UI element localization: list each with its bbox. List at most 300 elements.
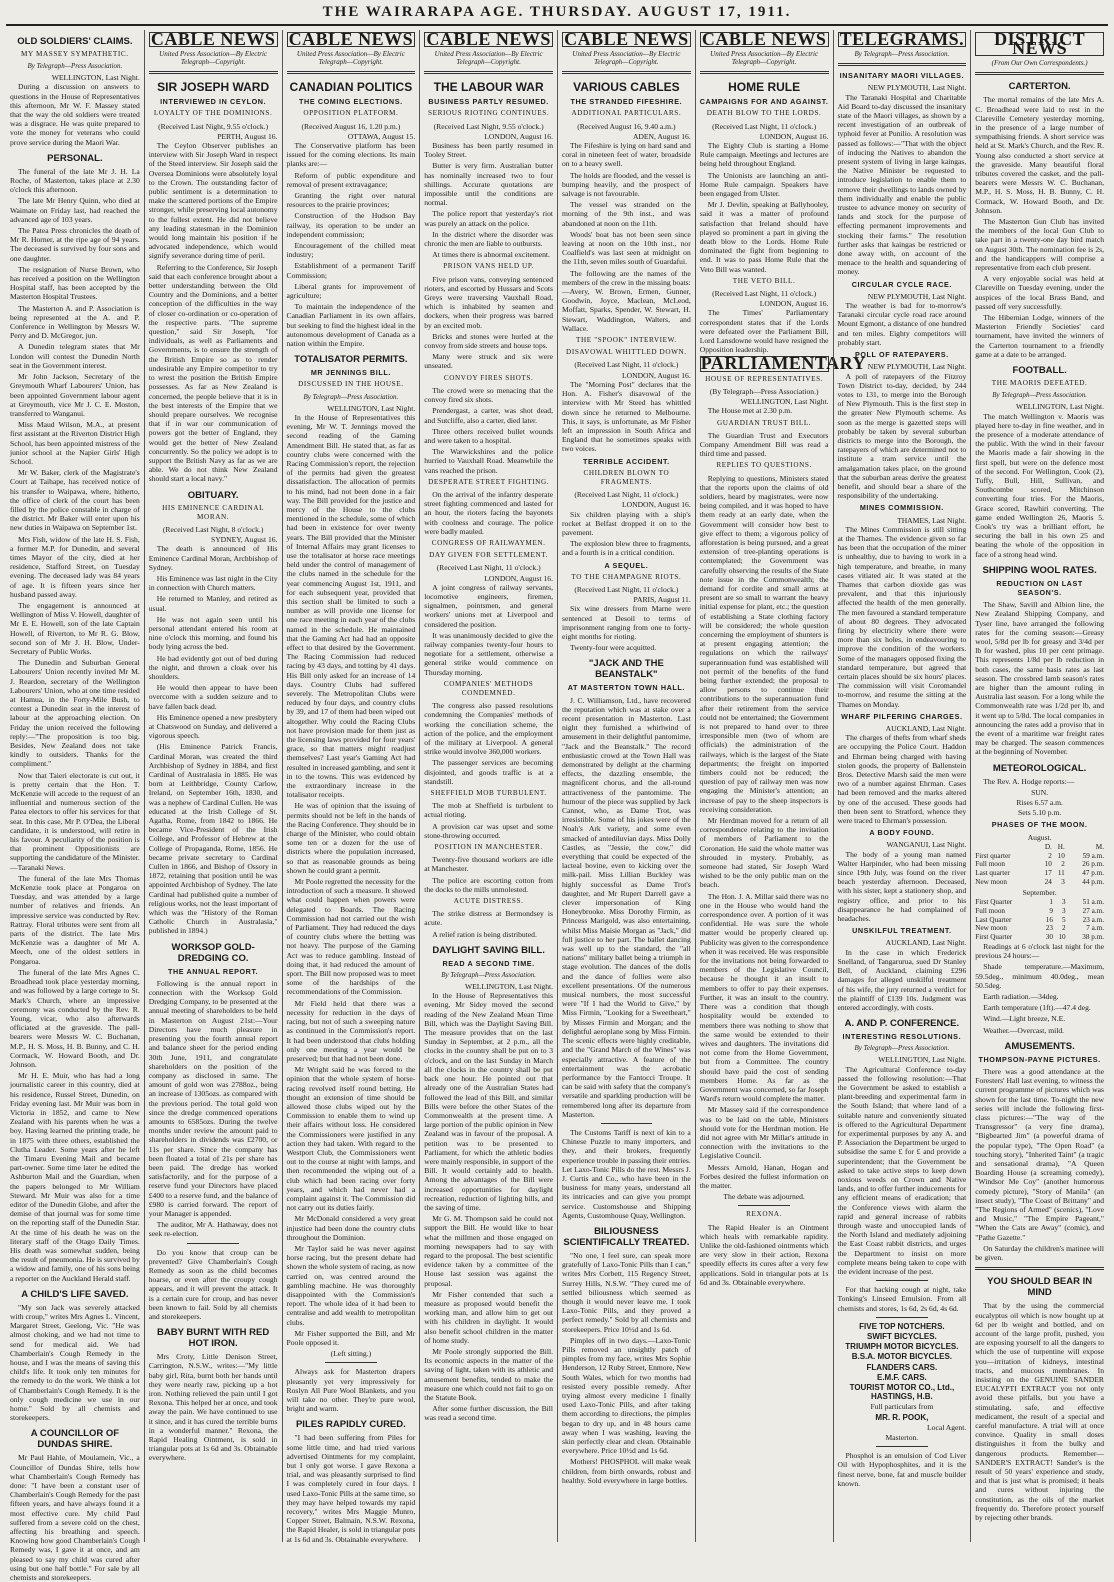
article-text: Mr Herdman moved for a return of all correspondence relating to the invitation of members of Parliament to the Coronation. He said the whole matter was shrouded in mystery. Probably, as someone had stated, Sir Joseph Ward wished to be the only public man on the beach. [699, 816, 829, 890]
article-text: Business has been partly resumed in Tooley Street. [424, 141, 553, 160]
article-text: In the House of Representatives this evening, Mr Sidey moved the second reading of the New Zealand Mean Time Bill, which was the Daylight Saving Bill. The measure provides that on the last Sunday in September, at 2 p.m., all the clocks in the country shall be put on to 3 o'clock, and on the last Sunday in March all the clocks in the country shall be put back one hour. He pointed out that already one of the Australian States had followed the lead of this Bill, and similar Bills were before the other States of the Commonwealth at the present time. A large portion of the public opinion in New Zealand was in favour of the proposal. A petition was to be presented to Parliament, for which the athletic bodies were mainly responsible, in support of the Bill. It would certainly add to health. Among the advantages of the Bill were increased opportunities for daylight recreation, reduction of lighting bills, and the saving of time. [424, 991, 553, 1212]
subhead: CAMPAIGNS FOR AND AGAINST. [699, 97, 829, 107]
subhead: THE VETO BILL. [732, 276, 796, 285]
subhead: HIS EMINENCE CARDINAL MORAN. [162, 503, 265, 521]
subhead: COMPANIES' METHODS CONDEMNED. [443, 679, 534, 697]
dateline: WANGANUI, Last Night. [886, 840, 967, 850]
column-4 [419, 30, 557, 1542]
article-text: At times there is abnormal excitement. [432, 250, 550, 260]
article-text: The following are the names of the members of the crew in the missing boats:—Avery, W. Brown, Ermen, Gunner, Goodwin, Joyce, Maclean, McLeod, Moffatt, Sparks, Spender, W. Stewart, H. Stewart, Waddington, Walters, and Wallace. [562, 268, 691, 333]
subhead: GUARDIAN TRUST BILL. [717, 418, 812, 427]
subhead: DISCUSSED IN THE HOUSE. [298, 380, 404, 389]
headline-totalisator: TOTALISATOR PERMITS. [294, 354, 408, 366]
divider [187, 1243, 239, 1244]
received-time: (Received August 16, 9.40 a.m.) [577, 121, 676, 131]
article-text: Weather.—Overcast, mild. [983, 1025, 1065, 1035]
subhead: CIRCULAR CYCLE RACE. [851, 279, 952, 289]
article-text: Granting the right over natural resources to the prairie provinces; [286, 191, 416, 210]
article-text: Mr G. M. Thompson said he could not support the Bill. He would like to hear what the millmen and those engaged on morning newspapers had to say with regard to the proposal. The best scientific evidence taken by a committee of the House last session was against the proposal. [424, 1214, 553, 1288]
article-text: The body of a young man named Walter Harpinder, who had been missing since 19th July, was found on the river beach yesterday afternoon. Deceased, with his sister, kept a stationery shop, and registry office, and prior to his disappearance he had complained of headaches. [837, 849, 967, 924]
headline-amusements: AMUSEMENTS. [1004, 1040, 1075, 1052]
article-text: To maintain the independence of the Canadian Parliament in its own affairs, but seeking to find the highest ideal in the autonomous development of Canada as a nation within the Empire. [286, 302, 416, 349]
article-text: Encouragement of the chilled meat industry; [286, 241, 416, 260]
credit: By Telegraph—Press Association. [303, 392, 399, 401]
received-time: (Received August 16, 1.20 p.m.) [301, 121, 401, 131]
column-7 [833, 30, 971, 1542]
article-text: A relief ration is being distributed. [432, 929, 537, 939]
article-text: Butter is very firm. Australian butter has nominally increased two to four shillings. Accurate quotations are impossible until the conditions are normal. [424, 161, 553, 208]
headline-worksop: WORKSOP GOLD-DREDGING CO. [171, 941, 255, 964]
subhead: THE COMING ELECTIONS. [299, 97, 403, 107]
article-text: His Eminence opened a new presbytery at Chatswood on Sunday, and delivered a vigorous speech. [148, 712, 278, 741]
section-banner: CABLE NEWS [149, 32, 278, 47]
dateline: LONDON, August 16. [484, 573, 553, 583]
article-text: Six wine dressers from Marne were sentenced at Desoil to terms of imprisonment ranging from one to forty-eight months for rioting. [562, 604, 691, 641]
headline-jack-beanstalk: "JACK AND THE BEANSTALK" [588, 658, 664, 681]
moon-phases-september [975, 898, 1104, 942]
received-time: (Received Last Night, 11 o'clock.) [574, 490, 679, 500]
dateline: WELLINGTON, Last Night. [740, 397, 829, 407]
article-text: The crowd were so menacing that the convoy fired six shots. [424, 385, 553, 405]
advert-text: "My son Jack was severely attacked with croup," writes Mrs Agnes L. Vincent, Margaret Street, Geelong, Vic. "He was almost choking, and we had not time to send for medical aid. We had Chamberlain's Cough Remedy in the house, and I was the means of saving this child's life. It took only ten minutes for the remedy to do the work. We think a lot of Chamberlain's Cough Remedy. It is the only cough medicine we use in our home." Sold by all chemists and storekeepers. [10, 1302, 140, 1423]
article-text: Mr Field held that there was a necessity for reduction in the days of racing, but not of such a sweeping nature as continued in the Commission's report. It had been understood that clubs holding only one meeting a year would be preserved; but that had not been done. [286, 998, 416, 1063]
table-row: New moon 23 2 7 a.m. [975, 924, 1104, 933]
dateline: WELLINGTON, Last Night. [1015, 402, 1104, 412]
article-text: His Eminence was last night in the City in connection with Church matters. [148, 573, 278, 593]
headline-shipping-wool: SHIPPING WOOL RATES. [982, 564, 1097, 576]
article-text: The Masterton Gun Club has invited the members of the local Gun Club to take part in a twenty-one day bird match on August 30th. The nomination fee is 2s, and the handicappers will comprise a representative from each club present. [975, 217, 1104, 273]
debate-adjourned: The debate was adjourned. [723, 1192, 805, 1202]
article-text: In the case in which Frederick Snelland, of Tangarurua, sued Dr Stanley Bell, of Auckland, claiming £296 damages for alleged unskilful treatment of his wife, the jury returned a verdict for the plaintiff of £139 10s. Judgment was entered accordingly, with costs. [837, 947, 967, 1012]
article-text: The holds are flooded, and the vessel is bumping heavily, and the prospect of salvage is not favourable. [562, 170, 691, 199]
received-time: (Received Last Night, 9.55 o'clock.) [433, 121, 544, 131]
article-text: The Dunedin and Suburban General Labourers' Union recently invited Mr M. J. Reardon, secretary of the Wellington Labourers' Union, who at one time resided at Hamua, in the Forty-Mile Bush, to contest a Dunedin seat in the interest of labour at the approaching election. On Friday the union received the following reply:—"The proposition is too big. Besides, New Zealand does not take kindly to outsiders. Thanks for the compliment." [10, 658, 140, 769]
subhead: A BODY FOUND. [869, 828, 935, 838]
article-text: The Unionists are launching an anti-Home Rule campaign. Speakers have been engaged from Ulster. [699, 170, 829, 199]
article-text: The police report that yesterday's riot was purely an attack on the police. [424, 209, 553, 228]
article-text: On Saturday the children's matinee will be given. [975, 1243, 1104, 1263]
column-6 [695, 29, 866, 1542]
subhead: THE ANNUAL REPORT. [167, 966, 259, 976]
credit: By Telegraph—Press Association. [854, 1044, 950, 1053]
dateline: WELLINGTON, Last Night. [878, 1055, 967, 1065]
dateline: LONDON, August 16. [759, 299, 829, 309]
subhead: MY MASSEY SYMPATHETIC. [21, 50, 129, 58]
article-text: The Guardian Trust and Executors Company Amendment Bill was read a third time and passed. [699, 430, 829, 459]
advert-text: For that hacking cough at night, take Tonking's Linseed Emulsion. From all chemists and stores, 1s 6d, 2s 6d, 4s 6d. [837, 1285, 967, 1313]
article-text: The "Morning Post" declares that the Hon. A. Fisher's disavowal of the interview with Mr Steed has whittled down since he returned to Melbourne. This, it says, is unfortunate, as Mr Fisher left an impression in South Africa and England that he sometimes speaks with two voices. [562, 379, 691, 454]
article-text: Miss Maud Wilson, M.A., at present first assistant at the Riverton District High School, has been appointed mistress of the junior school at the Napier Girls' High School. [10, 420, 140, 466]
section-banner: CABLE NEWS [424, 32, 553, 47]
table-row: First Quarter 1 3 51 a.m. [975, 898, 1104, 907]
article-text: Shade temperature.—Maximum, 59.5deg., minimum 40.0deg., mean 50.5deg. [975, 962, 1104, 990]
article-text: The Conservative platform has been issued for the coming elections. Its main planks are:— [286, 141, 416, 169]
headline-obituary: OBITUARY. [187, 489, 239, 501]
article-text: A poll of ratepayers of the Fitzroy Town District to-day, decided, by 244 votes to 131, to merge into the Borough of New Plymouth. This is the first step in the greater New Plymouth scheme. As soon as the merge is gazetted steps will probably be taken by several suburban districts to merge into the Borough, the ratepayers of which are determined not to institute a tram service until the amalgamation takes place, on the ground that the suburban areas derive the greatest benefit, and should bear a share of the responsibility of the undertaking. [837, 371, 967, 501]
sun-rises: Rises 6.57 a.m. [1016, 798, 1063, 808]
columns [6, 29, 1108, 1582]
divider [738, 1205, 790, 1206]
headline-biliousness: BILIOUSNESS SCIENTIFICALLY TREATED. [563, 1225, 690, 1248]
article-text: The Fifeshire is lying on hard sand and coral in nineteen feet of water, broadside on to a heavy swell. [562, 141, 691, 169]
column-8 [970, 30, 1108, 1542]
article-text: Mr McDonald considered a very great injustice had been done the country clubs throughout the Dominion. [286, 1214, 416, 1242]
advert-line: FLANDERS CARS. [866, 1362, 938, 1372]
article-text: During a discussion on answers to questions in the House of Representatives this afternoon, Mr W. F. Massey stated that the way the old soldiers were treated was a disgrace. He was quite prepared to vote the money for veterans who could prove service during the Maori War. [10, 82, 140, 147]
subhead: PRISON VANS HELD UP. [443, 262, 535, 271]
received-time: (Received Last Night, 11 o'clock.) [574, 584, 679, 594]
divider [838, 63, 967, 66]
article-text: Three others received bullet wounds and were taken to a hospital. [424, 426, 553, 445]
advert-text: Phosphol is an emulsion of Cod Liver Oil with Hypophosphites, and it is the finest nerve, bone, fat and muscle builder known. [837, 1451, 967, 1488]
headline-councillor: A COUNCILLOR OF DUNDAS SHIRE. [30, 1428, 120, 1451]
article-text: Liberal grants for improvement of agriculture; [286, 281, 416, 301]
subhead: THOMPSON-PAYNE PICTURES. [978, 1054, 1101, 1064]
article-text: Mr John Jackson, Secretary of the Greymouth Wharf Labourers' Union, has been appointed Government labour agent at Greymouth, vice Mr J. C. E. Moston, transferred to Wanganui. [10, 372, 140, 418]
article-text: The resignation of Nurse Brown, who has received a position on the Wellington Hospital staff, has been accepted by the Masterton Hospital Trustees. [10, 264, 140, 302]
article-text: On the arrival of the infantry desperate street fighting commenced and lasted for an hour, the rioters facing the bayonets with coolness and courage. The police were badly mauled. [424, 489, 553, 536]
article-text: He returned to Manley, and retired as usual. [148, 594, 278, 613]
credit: United Press Association—By Electric Telegraph—Copyright. [572, 50, 681, 67]
advert-text: Do you know that croup can be prevented? Give Chamberlain's Cough Remedy as soon as the child becomes hoarse, or even after the croupy cough appears, and it will prevent the attack. It is a certain cure for croup, and has never been known to fail. Sold by all chemists and storekeepers. [148, 1247, 278, 1321]
table-header-row [975, 843, 1104, 852]
table-row: Full moon 9 3 27 a.m. [975, 906, 1104, 915]
article-text: The Rev. A. Hodge reports:— [983, 776, 1075, 786]
subhead: THE "SPOOK" INTERVIEW. [576, 336, 677, 345]
article-text: The Taranaki Hospital and Charitable Aid Board to-day discussed the insanitary state of the Maori villages, as shown by a recent investigation of an outbreak of typhoid fever at Punilio. A resolution was passed as follows:—"That with the object of inducing the Natives to abandon the present system of living in large kaingas, the Native Minister be requested to introduce legislation to enable them to remove their dwellings to lands owned by them individually and enable the public trustee to advance money on security of lands and stock for the purpose of effecting permanent improvements and stocking their farms." The resolution further asks that kaingas be restricted or done away with, on account of the menace to the health and squandering of money. [837, 92, 967, 277]
article-text: Mr H. E. Muir, who has had a long journalistic career in this country, died at his residence, Russel Street, Dunedin, on Friday evening last. Mr Muir was born in Victoria in 1852, and came to New Zealand with his parents when he was a boy. Having learned the printing trade, he in 1875 with three others, established the Clutha Leader. Some years after he left the Timaru Evening Mail and became part-owner. Some time later he edited the Ashburton Mail and the Guardian, when the papers belonged to Mr William Steward. Mr Muir was also for a time editor of the Dunedin Globe, and after the demise of that journal was for some time on the reporting staff of the Dunedin Star. At the time of his death he was on the literary staff of the Otago Daily Times. His death was somewhat sudden, being the result of pneumonia. He is survived by a widow and family, one of his sons being a reporter on the Auckland Herald staff. [10, 1071, 140, 1283]
subhead: BUSINESS PARTLY RESUMED. [428, 97, 549, 107]
masthead: THE WAIRARAPA AGE. THURSDAY. AUGUST 17, 1911. [322, 4, 792, 20]
article-text: The Shaw, Savill and Albion line, the New Zealand Shipping Company, and Tyser line, have arranged the following rates for the coming season:—Greasy wool, 5/8d per lb for greasy and 3/4d per lb for washed, plus 10 per cent primage. This represents 1/8d per lb reduction in both cases, the same basis rates as last season. The crossbred lamb season's rates are higher than the amount ruling in Australia last season. For a long while the Commonwealth rate was 1/2d per lb, and it went up to 5/8d. The local companies in announcing the rates add a proviso that in the event of a maritime war freight rates may be charged. The season commences at the beginning of November. [975, 600, 1104, 757]
article-text: He was of opinion that the issuing of permits should not be left in the hands of the Racing Conference. They should be in charge of the Minister, who could obtain some ten or a dozen for the use of districts where the population increased, so that as reasonable grounds as being shown he could grant a permit. [286, 801, 416, 875]
headline-daylight-saving: DAYLIGHT SAVING BILL. [432, 944, 545, 956]
article-text: Bricks and stones were hurled at the convoy from side streets and house tops. [424, 331, 553, 351]
dateline: LONDON, August 16. [759, 131, 829, 141]
headline-meteorological: METEOROLOGICAL. [992, 762, 1087, 774]
advert-heading: FIVE TOP NOTCHERS. [859, 1321, 945, 1331]
column-1 [6, 30, 144, 1582]
subhead: AT MASTERTON TOWN HALL. [567, 683, 685, 693]
dateline: PERTH, August 16. [217, 131, 278, 141]
article-text: A Dunedin telegram states that Mr London will contest the Dunedin North seat in the Government interest. [10, 342, 140, 370]
advert-line: Full particulars from [870, 1402, 934, 1412]
dateline: ADEN, August 16. [632, 131, 691, 141]
article-text: Replying to questions, Ministers stated that the reports upon the claims of old soldiers, heard by magistrates, were now being compiled, and it was hoped to have them ready at an early date, when the Government will consider how best to give effect to them; a vigorous policy of afforestation is being pursued, and a great extension of tree-planting operations is contemplated; the Government was carefully observing the results of the State note issue in the Commonwealth; the demand for cordite and small arms at present are so small to warrant the heavy initial expense for plant, etc.; the question of establishing a State clothing factory will be considered; the whole question concerning the employment of shunters is at present engaging attention; the regulations on which the railways' superannuation fund was established will not permit of the benefits of the fund being further extended; the proposal to allow persons to continue their contributions to the superannuation fund after their retirement from the service could not be entertained; the Government is not prepared to hand over to three irresponsible men (two of whom are officials) the administration of the railways, which is the largest of the State departments; the freight on imported timbers could not be reduced; the question of pay of railway men was now engaging the Minister's attention; an increase of pay to the sheep inspectors is receiving consideration. [699, 473, 829, 814]
article-text: Many were struck and six were unseated. [424, 352, 553, 371]
advert-line: SWIFT BICYCLES. [866, 1332, 937, 1341]
divider [601, 1123, 653, 1124]
divider [975, 1267, 1104, 1270]
credit: United Press Association—By Electric Telegraph—Copyright. [434, 50, 543, 67]
advert-text: The Rapid Healer is an Ointment which heals with remarkable rapidity. Unlike the old-fashioned ointments which are very slow in their action, Rexona speedily effects its cures after a very few applications. Sold in triangular pots at 1s 6d and 3s. Obtainable everywhere. [699, 1222, 829, 1287]
subhead: READ A SECOND TIME. [442, 958, 535, 968]
moon-month: September. [1022, 887, 1057, 897]
article-text: Mrs Fish, widow of the late H. S. Fish, a former M.P. for Dunedin, and several times Mayor of the city, died at her residence, Stafford Street, on Tuesday evening. The deceased lady was 84 years of age. It is fifteen years since her husband passed away. [10, 534, 140, 599]
article-text: The Hon. J. A. Millar said there was no one in the House who would hand the correspondence over. A portion of it was confidential. He was sure the whole matter would be properly cleared up. Publicity was given to the correspondence when it was received. He was responsible for the invitations not being forwarded to members of the Legislative Council, because he thought it an insult to members to offer to pay their expenses. Further, it was an insult to the country. There was a condition that though hospitality would be extended to members there was nothing to show that the same would be extended to their wives and daughters. The invitations did not come from the Home Government, but from a Committee. The country should have paid the cost of sending members Home. As far as the Government was concerned, so far Joseph Ward's return would complete the matter. [699, 891, 829, 1104]
credit: United Press Association—By Electric Telegraph—Copyright. [159, 50, 268, 67]
subhead: REPLIES TO QUESTIONS. [716, 461, 812, 470]
article-text: The funeral of the late Mr J. H. La Roche, of Masterton, takes place at 2.30 o'clock this afternoon. [10, 166, 140, 195]
divider [876, 1317, 928, 1318]
table-row: Last quarter 17 11 47 p.m. [975, 869, 1104, 878]
article-text: Readings at 6 o'clock last night for the previous 24 hours:— [975, 942, 1104, 961]
article-text: The congress also passed resolutions condemning the Companies' methods of working the conciliation scheme, the action of the police, and the employment of the military at Liverpool. A general strike would involve 360,000 workers. [424, 701, 553, 757]
received-time: (Received Last Night, 8 o'clock.) [162, 524, 264, 534]
article-text: The Ceylon Observer publishes an interview with Sir Joseph Ward in respect of the Steed interview. Sir Joseph said the Oversea Dominions were absolutely loyal to the Crown. The outstanding factor of public sentiment is a determination to make the scattered portions of the Empire stronger, while preserving local autonomy to the fullest extent. He did not believe any leading statesman in the Dominion would long maintain his position if he advocated independence, which would signify severance during time of peril. [148, 141, 278, 261]
dateline: SYDNEY, August 16. [210, 535, 278, 545]
column-header: D. [1044, 842, 1052, 851]
article-text: The match Wellington v. Maoris was played here to-day in fine weather, and in the presence of a moderate attendance of the public. With the wind in their favour the Maoris made a fair showing in the first spell, but were on the defence most of the second. For Wellington, Cook (2), Tuffy, Bull, Hill, Sullivan, and Southcombe scored, Mitchinson converting four tries. For the Maoris, Grace scored, Rawhiri converting. The game ended Wellington 26, Maoris 5. Cook's try was a brilliant effort, he securing the ball in his own 25 and beating the whole of the opposition in face of a strong head wind. [975, 411, 1104, 559]
article-text: There was a good attendance at the Foresters' Hall last evening, to witness the current programme of pictures which was shown for the last time. To-night the new series will include the following first-class pictures:—"The way of the Transgressor" (a very fine drama), "Bigbearted Jim" (a powerful drama of the popular type), "The Open Road" (a touching story), "Inherited Taint" (a tragic and sensational drama), "A Queen Boarding House (a screaming comedy), "Windsor Me Coy" (another humorous comedy picture), "Story of Manila" (an insect study), "The Coast of Brittany" and "The Regions of Armed" (scenics), "Love and Music," "The Empire Pageant," "When the Cats are Away" (comic), and "Pathe Gazette." [975, 1067, 1104, 1242]
article-text: The Eighty Club is starting a Home Rule campaign. Meetings and lectures are being held throughout England. [699, 141, 829, 169]
subhead: DEATH BLOW TO THE LORDS. [706, 109, 822, 118]
subhead: SHEFFIELD MOB TURBULENT. [430, 789, 547, 798]
article-text: Reform of public expenditure and removal of present extravagance; [286, 170, 416, 189]
article-text: The late Mr Henry Quinn, who died at Waimate on Friday last, had reached the advanced age of 103 years. [10, 196, 140, 224]
advert-line: B.S.A. MOTOR BICYCLES. [851, 1352, 953, 1362]
article-text: Twenty-five thousand workers are idle at Manchester. [424, 855, 553, 874]
divider [876, 1280, 928, 1281]
article-text: Twenty-four were acquitted. [570, 643, 657, 653]
subhead: WHARF PILFERING CHARGES. [841, 711, 963, 721]
advert-text: Pimples off in two days.—Laxo-Tonic Pills removed an unsightly patch of pimples from my face, writes Mrs Sophie Henderson, 12 Ruby Street, Enmore, New South Wales, which for two months had resisted every possible remedy. After trying almost every medicine I finally used Laxo-Tonic Pills, and after taking them according to directions, the pimples began to dry up, and in 48 hours came away when I was washing, leaving the skin perfectly clear and clean. Obtainable everywhere. Price 10½d and 1s 6d. [562, 1335, 691, 1456]
divider [325, 1362, 377, 1363]
article-text: The Masterton A. and P. Association is being represented at the A. and P. Conference in Wellington by Messrs W. Perry and D. McGregor, jun. [10, 303, 140, 341]
sun-sets: Sets 5.10 p.m. [1018, 808, 1062, 818]
subhead: TO THE CHAMPAGNE RIOTS. [571, 572, 682, 581]
subhead: DAY GIVEN FOR SETTLEMENT. [429, 551, 549, 560]
subhead: THE STRANDED FIFESHIRE. [570, 97, 683, 107]
article-text: Mr Fisher contended that such a measure as proposed would benefit the working man, and allow him to get out with his children in daylight. It would also benefit school children in the matter of home study. [424, 1289, 553, 1345]
dateline: THAMES, Last Night. [897, 515, 967, 525]
article-text: Mr Poole regretted the necessity for the introduction of such a measure. It showed what could happen when powers were delegated to Boards. The Racing Commission had not carried out the wish of Parliament. They had reduced the days of country clubs where the betting was not heavy. The purpose of the Gaming Act was to reduce gambling. Instead of doing that, it had reduced the amount of sport. The Bill now proposed was to meet some of the hardships of the recommendations of the Commission. [286, 877, 416, 997]
headline-personal: PERSONAL. [47, 152, 103, 164]
advert-text: That by the using the commercial eucalyptus oil which is now bought up at 6d per lb weight and bottled, and on account of the large profit, pushed, you are exposing yourself to all the dangers to which the use of turpentine will expose you—irritation of kidneys, intestinal tracts, and mucous membranes. In insisting on the GENUINE SANDER EUCALYPTI EXTRACT you not only avoid these pitfalls, but you have a stimulating, safe, and effective medicament, the result of a special and careful manufacture. A trial will at once convince. Quality in small doses distinguishes it from the bulky and dangerous products. Remember—SANDER'S EXTRACT! Sander's is the result of 50 years' experience and study, and that is just what is promised; it heals and cures without injuring the constitution, as the oils of the market frequently do. Therefore protect yourself by rejecting other brands. [975, 1301, 1104, 1522]
table-row: First Quarter 30 10 38 p.m. [975, 933, 1104, 942]
article-text: Woods' boat has not been seen since leaving at noon on the 10th inst., nor Coalfield's was last seen at midnight on the 11th, seven miles south of Guardafui. [562, 229, 691, 267]
article-text: The vessel was stranded on the morning of the 9th inst., and was abandoned at noon on the 11th. [562, 200, 691, 228]
article-text: The mob at Sheffield is turbulent to actual rioting. [424, 801, 553, 820]
headline-various-cables: VARIOUS CABLES [573, 80, 680, 95]
received-time: (Received Last Night, 11 o'clock.) [574, 360, 679, 370]
advert-line: Local Agent. [927, 1422, 967, 1432]
credit: By Telegraph—Press Association. [854, 50, 950, 59]
divider [424, 71, 553, 74]
subhead: REDUCTION ON LAST SEASON'S. [996, 578, 1083, 597]
subhead: INSANITARY MAORI VILLAGES. [839, 71, 965, 81]
subhead: POLL OF RATEPAYERS. [854, 350, 949, 360]
article-text: Mr W. Baker, clerk of the Magistrate's Court at Taihape, has received notice of his transfer to Waipawa, where, hitherto, the office of clerk of the court has been filled by the police constable in charge of the district. Mr Baker will enter upon his new duties in Waipawa on September 1st. [10, 468, 140, 533]
subhead: SERIOUS RIOTING CONTINUES. [428, 109, 550, 118]
headline-home-rule: HOME RULE [728, 80, 801, 95]
headline-bear-in-mind: YOU SHOULD BEAR IN MIND [987, 1276, 1093, 1299]
article-text: Six children playing with a ship's rocket at Belfast dropped it on to the pavement. [562, 509, 691, 537]
received-time: (Received Last Night, 11 o'clock.) [712, 289, 817, 299]
headline-ap-conference: A. AND P. CONFERENCE. [844, 1018, 960, 1030]
divider [149, 71, 278, 74]
section-banner: CABLE NEWS [562, 32, 691, 47]
article-text: The strike distress at Bermondsey is acute. [424, 909, 553, 928]
advert-text: Always ask for Masterton drapers pleasantly yet very impressively for Roslyn All Pure Wool Blankets, and you will take no other. They're pure wool, bright and warm. [286, 1367, 416, 1414]
advert-line: Masterton. [885, 1433, 919, 1443]
article-text: The police are escorting cotton from the docks to the mills unmolested. [424, 875, 553, 894]
dateline: LONDON, August 16. [621, 500, 691, 510]
masthead-rule [6, 24, 1108, 26]
article-text: Referring to the Conference, Sir Joseph said that each conference brought about a better understanding between the Old Country and the Dominions, and a better conception of the difficulties in the way of closer co-ordination or co-operation of the respective parts. "The supreme question," said Sir Joseph, "for individuals, as well as Parliaments and Governments, is to ensure the strength of the British Empire so as to render undesirable any Empire competitor to try to wrest the position the British Empire possesses. As far as New Zealand is concerned, the people believe that it is in the best interests of the Empire that we should prepare ourselves. We recognise that if in war our communication of powers got the better of England, they would get the better of New Zealand concurrently. So the policy we adopt is to support the British Navy as far as we are able. We do not think New Zealand should start a local navy." [148, 262, 278, 484]
headline-joseph-ward: SIR JOSEPH WARD [157, 80, 270, 95]
section-banner-parliamentary: PARLIAMENTARY [700, 353, 866, 374]
article-text: Now that Taieri electorate is cut out, it is pretty certain that the Hon. T. McKenzie will accede to the request of an influential and numerous section of the Patea electors to offer his services for that seat. In this case, Mr P. O'Dea, the Liberal candidate, it is understood, will retire in his favour. A peculiarity of the position is that prominent Oppositionists are supporting the candidature of the Minister.—Taranaki News. [10, 770, 140, 872]
article-text: The mortal remains of the late Mrs A. C. Broadhead were laid to rest in the Clareville Cemetery yesterday morning, in the presence of a large number of sympathising friends. A short service was held at St. Mark's Church, and the Rev. R. Young also conducted a short service at the graveside. Many beautiful floral tributes covered the casket, and the pall-bearers were Messrs W. C. Buchanan, M.P., H. S. Moss, H. B. Bunny, C. H. Cormack, W. Howard Booth, and Dr. Johnson. [975, 95, 1104, 215]
article-text: The Times' Parliamentary correspondent states that if the Lords were defeated over the Parliament Bill, Lord Lansdowne would have resigned the Opposition leadership. [699, 308, 829, 355]
moon-month: August. [1027, 832, 1052, 842]
article-text: Following is the annual report in connection with the Worksop Gold Dredging Company, to be presented at the annual meeting of shareholders to be held in Masterton on August 21st:—Your Directors have much pleasure in presenting you the fourth annual report and balance sheet for the period ending 30th June, 1911, and congratulate shareholders on the position of the company as disclosed in same. The amount of gold won was 2788oz., being an increase of 1305ozs. as compared with the previous period. The total gold won since the dredge commenced operations amounts to 6585ozs. During the twelve months under review the amount paid to shareholders in dividends was £2700, or 11s per share. Since the company has been floated a total of 21s per share has been paid. The dredge has worked satisfactorily, and for the purpose of a reserve fund your Directors have placed £400 to a reserve fund, and the balance of £980 is carried forward. The report of your Manager is appended. [148, 978, 278, 1218]
table-row: Last Quarter 16 5 23 a.m. [975, 915, 1104, 924]
subhead: PHASES OF THE MOON. [991, 820, 1088, 830]
subhead: DESPERATE STREET FIGHTING. [428, 477, 550, 486]
headline-old-soldiers: OLD SOLDIERS' CLAIMS. [17, 36, 133, 47]
divider [876, 1446, 928, 1447]
article-text: A provision car was upset and some stone-throwing occurred. [424, 821, 553, 840]
headline-canadian-politics: CANADIAN POLITICS [289, 80, 413, 95]
advert-line: TRIUMPH MOTOR BICYCLES. [845, 1342, 959, 1352]
article-text: Messrs Arnold, Hanan, Hogan and Forbes desired the fullest information on the matter. [699, 1162, 829, 1190]
subhead: DISAVOWAL WHITTLED DOWN. [566, 348, 687, 357]
section-banner: DISTRICT NEWS [975, 32, 1104, 56]
article-text: Mr J. Devlin, speaking at Ballyhooley, said it was a matter of profound satisfaction that Ireland should have played so prominent a part in giving the death blow to the Lords. Home Rule dominated the fight from beginning to end. It was to pass Home Rule that the Veto Bill was wanted. [699, 200, 829, 274]
column-3 [282, 30, 420, 1542]
advert-text: "I had been suffering from Piles for some little time, and had tried various advertised Ointments for my complaint, but I only got worse. I gave Rexona a trial, and was pleasantly surprised to find I was completely cured in four days. I used Laxo-Tonic Pills at the same time, so they may have helped towards my rapid recovery," writes Mrs Maggie Munro, Copper Street, Balmain, N.S.W. Rexona, the Rapid Healer, is sold in triangular pots at 1s 6d and 3s. Obtainable everywhere. [286, 1433, 416, 1544]
headline-childs-life: A CHILD'S LIFE SAVED. [21, 1288, 129, 1300]
advert-line: TOURIST MOTOR CO., Ltd., HASTINGS, H.B. [849, 1383, 955, 1402]
advert-text: Mr Paul Hahle, of Moulamein, Vic., a Councillor of Dundas Shire, tells how what Chamberlain's Cough Remedy has done: "I have been a constant user of Chamberlain's Cough Remedy for the past fifteen years, and have always found it a most effective cure. My child Paul suffered from a severe cold on the chest, affecting his breathing and speech. Knowing how good Chamberlain's Cough Remedy was, I gave it at once, and am pleased to say my child was cured after using but one half bottle." For sale by all chemists and storekeepers. [10, 1453, 140, 1582]
received-time: (Received Last Night, 11 o'clock.) [712, 121, 817, 131]
article-text: Construction of the Hudson Bay railway, its operation to be under an independent commission; [286, 211, 416, 239]
article-text: A very enjoyable social was held at Clareville on Tuesday evening, under the auspices of the local Brass Band, and passed off very successfully. [975, 274, 1104, 311]
article-text: The explosion blew three to fragments, and a fourth is in a critical condition. [562, 539, 691, 558]
article-text: The Mines Commission is still sitting at the Thames. The evidence given so far has been that the occupation of the miner is unhealthy, due to having to work in a high temperature, and breathe, in many cases vitiated air. It was stated at the Thames that carbon dioxide gas was prevalent, and that this injuriously affected the health of the men generally. The men favoured a standard temperature of about 80 degrees. They advocated firing by electricity where there were more than six holes, in endeavouring to improve the condition of the workers. Some of the managers opposed fixing the standard temperature, but agreed that certain places should be six hours' places. The commission will visit Coromandel to-morrow, and resume the sitting at the Thames on Monday. [837, 524, 967, 709]
credit: United Press Association—By Electric Telegraph—Copyright. [296, 50, 405, 67]
article-text: Earth temperature (1ft).—47.4 deg. [983, 1003, 1091, 1013]
received-time: (Received Last Night, 11 o'clock.) [436, 563, 541, 573]
article-text: The Warwickshires and the police hurried to Vauxhall Road. Meanwhile the vans reached the prison. [424, 447, 553, 475]
article-text: He had evidently got out of bed during the night, and thrown a cloak over his shoulders. [148, 653, 278, 681]
subhead: HOUSE OF REPRESENTATIVES. [705, 374, 824, 383]
credit: By Telegraph—Press Association. [441, 971, 537, 980]
credit: By Telegraph—Press Association. [992, 391, 1088, 400]
subhead: OPPOSITION PLATFORM. [303, 109, 399, 118]
dateline: PARIS, August 11. [633, 595, 691, 605]
dateline: NEW PLYMOUTH, Last Night. [867, 291, 967, 301]
article-text: Earth radiation.—34deg. [983, 992, 1059, 1002]
headline-carterton: CARTERTON. [1008, 81, 1071, 93]
dateline: LONDON, August 16. [621, 370, 691, 380]
article-text: In the House of Representatives this evening, Mr W. T. Jennings moved the second reading of the Gaming Amendment Bill. He stated that, as far as country clubs were concerned with the Racing Commission's report, the rejection of the permits had given the greatest dissatisfaction. The allocation of permits to his mind, had not been done in a fair way. The Bill provided for the justice and mercy of the House to the clubs mentioned in the schedule, some of which had been in existence for over twenty years. The Bill provided that the Minister of Internal Affairs may grant licenses to use the totalisator at horse race meetings held under the control of management of the clubs named in the schedule for the year commencing August 1st, 1911, and for each subsequent year, provided that this section shall be limited to such a number as will provide one license for one race meeting in each year of the clubs named in the schedule. He maintained that the Gaming Act had had an opposite effect to that desired by the Government. The Racing Commission had reduced racing by 43 days, and totting by 41 days. His Bill only asked for an increase of 14 days. Country Clubs had suffered severely. The Metropolitan Clubs were reduced by four days, and country clubs by 39, and 17 of them had been wiped out altogether. Why could the Racing Clubs not have provision made for them just as the licensing laws provided for four years' grace, so that matters might readjust themselves? Last year's Gaming Act had resulted in increased gambling, and sent it in to the towns. This was evidenced by the extraordinary increase in the totalisator receipts. [286, 412, 416, 800]
article-text: Five prison vans, conveying sentenced rioters, and escorted by Hussars and Scots Greys were traversing Vauxhall Road, which is inhabited by seamen and dockers, when their progress was barred by an excited mob. [424, 274, 553, 330]
subhead: INTERESTING RESOLUTIONS. [842, 1032, 962, 1042]
article-text: Mr Poole strongly supported the Bill. Its economic aspects in the matter of the saving of light, taken with its athletic and amusement benefits, tended to make the measure one which could not fail to go on the Statute Book. [424, 1346, 553, 1402]
article-text: Mr Wright said he was forced to the opinion that the whole system of horse-racing revolved itself round betting. He thought an extension of time should be allowed those clubs wiped out by the Commission to enable them to wind up their affairs without loss. He considered the Commissioners were justified in any action they had taken. With regard to the Westport Club, the Commissioners went out to the course at night with lamps, and then recommended the wiping out of a club which had been racing over forty years, and which had never had a complaint against it. The Commission did not carry out its duties fairly. [286, 1065, 416, 1213]
subhead: INTERVIEWED IN CEYLON. [160, 97, 267, 107]
section-banner: CABLE NEWS [287, 32, 416, 47]
subhead: REXONA. [746, 1210, 783, 1219]
advert-line: MR. R. POOK, [875, 1412, 929, 1422]
column-2 [144, 30, 282, 1542]
subhead: CHILDREN BLOWN TO FRAGMENTS. [583, 468, 670, 486]
advert-text: The Customs Tariff is next of kin to a Chinese Puzzle to many importers, and they, and their brokers, frequently experience trouble in passing their entries. Let Laxo-Tonic Pills do the rest. Messrs J. J. Curtis and Co., who have been in the business for many years, understand all its intricacies and can give you prompt service. Customshouse and Shipping Agents, Customhouse Quay, Wellington. [562, 1127, 691, 1220]
article-text: It was unanimously decided to give the railway companies twenty-four hours to negotiate for a settlement, otherwise a general strike would commence on Thursday morning. [424, 630, 553, 677]
column-5 [557, 30, 695, 1542]
subhead: MR JENNINGS BILL. [310, 368, 391, 378]
left-sitting: (Left sitting.) [330, 1349, 372, 1359]
dateline: NEW PLYMOUTH, Last Night. [867, 362, 967, 372]
article-text: Wind.—Light breeze, N.E. [983, 1014, 1066, 1024]
received-time: (Received Last Night, 9.55 o'clock.) [158, 121, 269, 131]
article-text: The death is announced of His Eminence Cardinal Moran, Archbishop of Sydney. [148, 544, 278, 572]
article-text: The Patea Press chronicles the death of Mr R. Horner, at the ripe age of 94 years. The deceased is survived by four sons and one daughter. [10, 226, 140, 263]
credit: (From Our Own Correspondents.) [991, 59, 1088, 68]
advert-line: E.M.F. CARS. [876, 1372, 927, 1382]
article-text: The funeral of the late Mrs Agnes C. Broadhead took place yesterday morning, and was followed by a large cortege to St. Mark's Church, where an impressive ceremony was conducted by the Rev. R. Young, vicar, who also afterwards officiated at the graveside. The pall-bearers were Messrs W. C. Buchanan, M.P., H. S. Moss, H. B. Bunny, and C. H. Cormack, W. Howard Booth, and Dr. Johnson. [10, 967, 140, 1069]
subhead: POSITION IN MANCHESTER. [434, 843, 543, 852]
subhead: ADDITIONAL PARTICULARS. [571, 109, 682, 118]
article-text: A joint congress of railway servants, locomotive engineers, firemen, signalmen, pointsmen, and general workers' unions met at Liverpool and considered the position. [424, 582, 553, 629]
sun-heading: SUN. [1031, 787, 1049, 797]
article-text: The Agricultural Conference to-day passed the following resolution:—That the Government be asked to establish a plant-breeding and experimental farm in the South Island; that where land of a suitable nature and conveniently situated is offered to the Agricultural Department for experimental purposes by any A. and P. Association the Department be urged to subsidise the same £ for £ and provide a superintendent; that the Government be asked to take active steps to keep down noxious weeds on Crown and Native lands, and to offer further inducements for any efficient means of eradication; that the Conference views with alarm the rapid and general increase of rabbits through waste and unoccupied lands of the North Island and mediately adjoining the East Coast rabbit districts, and urges the Department to insist on more complete means being taken to cope with the evident increase of the pest. [837, 1064, 967, 1276]
section-banner: CABLE NEWS [700, 32, 829, 47]
dateline: NEW PLYMOUTH, Last Night. [867, 83, 967, 93]
dateline: AUCKLAND, Last Night. [885, 938, 967, 948]
dateline: LONDON, August 16. [484, 131, 553, 141]
dateline: OTTAWA, August 15. [347, 131, 416, 141]
table-row: New moon 24 3 44 p.m. [975, 878, 1104, 887]
headline-baby-burnt: BABY BURNT WITH RED HOT IRON. [157, 1327, 270, 1350]
article-text: The engagement is announced at Wellington of Miss V. Howell, daughter of Mr E. E. Howell, son of the late Captain Howell, of Riverton, to Mr R. G. Blow, second son of Mr J. H. Blow, Under-Secretary of Public Works. [10, 600, 140, 656]
section-banner: TELEGRAMS. [838, 32, 967, 47]
article-text: The weather is bad for to-morrow's Taranaki circular cycle road race around Mount Egmont, a distance of one hundred and ten miles. Eighty competitors will probably start. [837, 301, 967, 347]
article-text: Mr Massey said if the correspondence was to be laid on the table, Ministers should vote for the Herdman motion. He did not agree with Mr Millar's attitude in connection with the invitations to the Legislative Council. [699, 1105, 829, 1161]
article-text: The charges of thefts from wharf sheds are occupying the Police Court. Haddon and Ehrman being charged with having stolen goods, the property of Ballenstein Bros. Detective Marsh said the men were two of a number against Ehrman. Cases had been removed and the marks altered by one of the accused. These goods had then been sent to Stratford, whence they were traced to Ehrman's possession. [837, 733, 967, 826]
headline-football: FOOTBALL. [1012, 365, 1067, 377]
article-text: Prendergast, a carter, was shot dead, and Sutcliffe, also a carter, died later. [424, 406, 553, 425]
subhead: MINES COMMISSION. [859, 503, 944, 513]
article-text: The House met at 2.30 p.m. [707, 406, 793, 416]
article-text: He was not again seen until his personal attendant entered his room at nine o'clock this morning, and found his body lying across the bed. [148, 614, 278, 652]
dateline: AUCKLAND, Last Night. [885, 724, 967, 734]
credit: United Press Association—By Electric Telegraph—Copyright. [710, 50, 819, 67]
subhead: UNSKILFUL TREATMENT. [852, 926, 952, 936]
dateline: WELLINGTON, Last Night. [464, 982, 553, 992]
table-row: Full moon 10 2 26 p.m. [975, 860, 1104, 869]
article-text: After some further discussion, the Bill was read a second time. [424, 1404, 553, 1423]
article-text: The passenger services are becoming disjointed, and goods traffic is at a standstill. [424, 758, 553, 786]
subhead: ACUTE DISTRESS. [453, 897, 524, 906]
subhead: A SEQUEL. [604, 560, 649, 570]
column-header: M. [1095, 842, 1104, 851]
advert-text: "No one, I feel sure, can speak more gratefully of Laxo-Tonic Pills than I can," writes Mrs Corbett, 115 Regency Street, Surrey Hills, N.S.W. "They cured me of settled biliousness which seemed as though it would never leave me. I took Laxo-Tonic Pills, and they proved a perfect remedy." Sold by all chemists and storekeepers. Price 10½d and 1s 6d. [562, 1250, 691, 1334]
credit: (By Telegraph—Press Association.) [709, 386, 819, 396]
divider [975, 72, 1104, 75]
article-text: The funeral of the late Mrs Thomas McKenzie took place at Pongaroa on Tuesday, and was attended by a large number of relatives and friends. An impressive service was conducted by Rev. Rattray. Floral tributes were sent from all parts of the district. The late Mrs McKenzie was a daughter of Mr A. Meech, one of the oldest settlers in Pongaroa. [10, 873, 140, 966]
headline-labour-war: THE LABOUR WAR [433, 80, 544, 95]
subhead: THE MAORIS DEFEATED. [991, 379, 1088, 388]
subhead: LOYALTY OF THE DOMINIONS. [153, 109, 273, 118]
subhead: CONVOY FIRES SHOTS. [443, 373, 534, 382]
subhead: TERRIBLE ACCIDENT. [582, 456, 670, 466]
subhead: CONGRESS OF RAILWAYMEN. [431, 538, 546, 547]
article-text: The Hibernian Lodge, winners of the Masterton Friendly Societies' card tournament, have invited the winners of the Carterton tournament to a friendly game at a date to be arranged. [975, 313, 1104, 359]
